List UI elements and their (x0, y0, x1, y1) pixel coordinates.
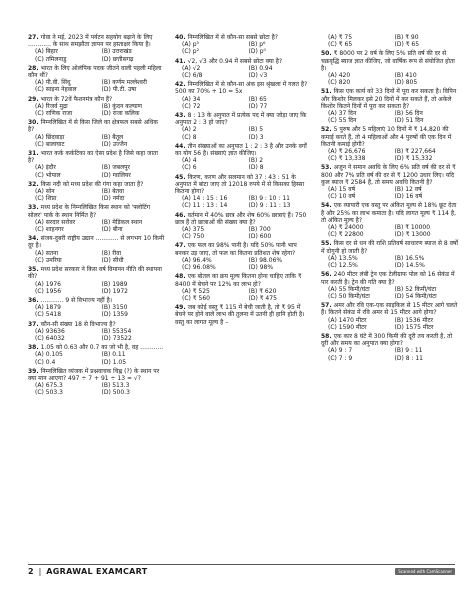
answer-option: (D) 1575 मीटर (394, 323, 434, 331)
question-number: 54. (321, 202, 332, 210)
answer-option: (A) 96.4% (182, 256, 212, 264)
answer-option: (D) नर्मदा (101, 195, 125, 203)
question-number: 35. (28, 266, 39, 274)
question-block (321, 88, 458, 124)
question-block (28, 321, 165, 343)
answer-option: (B) ₹ 620 (248, 287, 277, 295)
answer-options (321, 186, 458, 200)
question-text (175, 81, 312, 95)
answer-option: (C) 6 (182, 164, 197, 172)
question-block (321, 50, 458, 86)
answer-options (175, 257, 312, 271)
answer-option: (C) बालाघाट (35, 140, 65, 148)
answer-option: (D) 73522 (101, 334, 132, 342)
answer-option: (C) 1956 (35, 287, 62, 295)
answer-option: (A) 9 : 7 (328, 347, 353, 355)
question-block (175, 273, 312, 302)
answer-option: (A) 55 किमी/घंटा (328, 285, 370, 293)
answer-option: (A) 1470 मीटर (328, 316, 367, 324)
question-number: 51. (321, 88, 332, 96)
answer-option: (D) पी.टी. उषा (101, 86, 137, 94)
answer-options (28, 304, 165, 318)
answer-option: (D) छत्तीसगढ़ (101, 55, 134, 63)
question-stem: एक कार 8 घंटे में 300 किमी की दूरी तय करती है, तो दूरी और समय का अनुपात क्या होगा? (321, 332, 453, 348)
question-text (175, 143, 312, 157)
question-text (321, 202, 458, 224)
question-stem: मध्य प्रदेश सरकार ने किस वर्ष विमानन नीति की स्थापना की? (28, 266, 162, 281)
question-number: 49. (175, 304, 186, 312)
answer-options (175, 65, 312, 79)
answer-option: (A) 2 (182, 126, 197, 134)
answer-option: (D) राजा कलिक (101, 110, 140, 118)
answer-option: (D) 9 : 11 : 13 (248, 202, 291, 210)
answer-option: (B) कुंदन कल्याण (101, 102, 142, 110)
answer-option: (C) 12.5% (328, 262, 358, 270)
answer-option: (C) 1590 मीटर (328, 323, 367, 331)
answer-options (175, 157, 312, 171)
publisher-brand: AGRAWAL EXAMCART (46, 566, 148, 576)
answer-option: (B) 56 दिन (394, 110, 423, 118)
column-left (28, 34, 165, 399)
question-stem: ............ 9 से विभाज्य नहीं है। (40, 296, 113, 304)
answer-option: (B) 2 (248, 157, 264, 165)
question-text (175, 212, 312, 226)
answer-option: (D) 1972 (101, 287, 128, 295)
question-text (321, 271, 458, 285)
answer-option: (D) ग्वालियर (101, 171, 131, 179)
answer-option: (C) राणिक राजा (35, 110, 73, 118)
question-text (321, 164, 458, 186)
question-stem: जब कोई वस्तु ₹ 115 में बेची जाती है, तो ₹ 95 में बेचने पर होने वाले लाभ की तुलना में उतनी ही हानि होती है। वस्तु का लागत मूल्य है – (175, 304, 305, 326)
page-number: 2 (28, 566, 34, 576)
question-stem: 5 पुरुष और 5 महिलाएं 10 दिनों में ₹ 14,820 की कमाई करते हैं, तो 4 महिलाओं और 4 पुरुषों की एक दिन में कितनी कमाई होगी? (321, 126, 452, 148)
question-block (175, 212, 312, 241)
answer-option: (D) सीधी (101, 256, 124, 264)
question-stem: एक फल का 98% पानी है। यदि 50% पानी भाप बनकर उड़ जाए, तो फल का कितना प्रतिशत शेष रहेगा? (175, 242, 297, 257)
answer-option: (A) √2 (182, 64, 201, 72)
question-number: 43. (175, 112, 186, 120)
question-block (321, 34, 458, 48)
answer-option: (B) 410 (394, 72, 417, 80)
answer-option: (C) 50 किमी/घंटा (328, 292, 370, 300)
answer-option: (B) 1989 (101, 280, 128, 288)
answer-option: (D) ₹ 13000 (394, 231, 431, 239)
answer-options (28, 382, 165, 396)
question-block (321, 333, 458, 362)
answer-option: (B) 3150 (101, 304, 128, 312)
question-number: 46. (175, 211, 186, 219)
answer-option: (B) जबलपुर (101, 164, 131, 172)
question-stem: किस एक कार्य को 33 दिनों में पूरा कर सकता है। विपिन और किशोर मिलकर इसे 20 दिनों में कर सकते हैं, तो अकेले किशोर कितने दिनों में पूरा कर सकता है? (321, 88, 457, 110)
answer-option: (A) सोन (35, 188, 55, 196)
answer-option: (B) 16.5% (394, 254, 425, 262)
question-block (28, 344, 165, 366)
question-block (28, 297, 165, 319)
question-number: 57. (321, 302, 332, 310)
answer-option: (A) 14 : 15 : 16 (182, 195, 228, 203)
answer-option: (D) 54 किमी/घंटा (394, 292, 437, 300)
question-number: 37. (28, 320, 39, 328)
question-block (321, 240, 458, 269)
question-number: 30. (28, 119, 39, 127)
answer-options (321, 286, 458, 300)
answer-option: (B) कर्णम मल्लेश्वरी (101, 79, 147, 87)
answer-option: (C) शाहनगर (35, 226, 64, 234)
question-stem: ₹ 8000 पर 2 वर्ष के लिए 5% प्रति वर्ष की दर से चक्रवृद्धि ब्याज ज्ञात कीजिए, जो वार्षिक रूप से संयोजित होता है। (321, 50, 455, 72)
answer-option: (C) 5418 (35, 311, 62, 319)
question-block (321, 302, 458, 331)
answer-options (28, 134, 165, 148)
question-text (28, 181, 165, 188)
question-text (28, 266, 165, 280)
question-block (175, 304, 312, 326)
answer-option: (B) 9 : 10 : 11 (248, 195, 290, 203)
answer-option: (A) ₹ 525 (182, 287, 210, 295)
answer-options (175, 41, 312, 55)
question-text (175, 273, 312, 287)
answer-options (321, 224, 458, 238)
question-stem: एक बोतल का क्रय मूल्य कितना होना चाहिए ताकि ₹ 8400 में बेचने पर 12% का लाभ हो? (175, 273, 302, 288)
question-text (28, 368, 165, 382)
question-block (28, 119, 165, 148)
answer-option: (A) छिंदवाड़ा (35, 133, 65, 141)
question-stem: किस दर से धन की राशि प्रतिवर्ष साधारण ब्याज से 8 वर्षों में दोगुनी हो जाती है? (321, 240, 458, 255)
question-block (28, 368, 165, 397)
answer-option: (C) भोपाल (35, 171, 61, 179)
answer-option: (A) 1879 (35, 304, 61, 312)
answer-option: (C) साइना नेहवाल (35, 86, 77, 94)
question-stem: किस नदी को मध्य प्रदेश की गंगा कहा जाता है? (40, 180, 144, 188)
question-number: 41. (175, 57, 186, 65)
answer-option: (D) 14.5% (394, 262, 425, 270)
answer-option: (B) 1536 मीटर (394, 316, 434, 324)
answer-options (28, 164, 165, 178)
answer-option: (D) 8 : 11 (394, 354, 423, 362)
question-number: 31. (28, 150, 39, 158)
answer-option: (D) 16 वर्ष (394, 193, 423, 201)
answer-option: (C) 72 (182, 102, 201, 110)
question-stem: निम्नलिखित में से कौन-सा सबसे छोटा है? (187, 34, 278, 41)
question-number: 34. (28, 235, 39, 243)
column-middle (175, 34, 312, 328)
answer-option: (B) ₹ 227,664 (394, 148, 436, 156)
answer-option: (C) तमिलनाडु (35, 55, 67, 63)
question-text (175, 174, 312, 196)
footer-separator: | (38, 566, 42, 576)
question-block (321, 126, 458, 162)
answer-option: (D) ₹ 15,332 (394, 155, 433, 163)
answer-option: (A) 375 (182, 226, 205, 234)
answer-options (175, 126, 312, 140)
answer-option: (C) 8 (182, 133, 197, 141)
question-number: 45. (175, 173, 186, 181)
question-stem: 240 मीटर लंबी ट्रेन एक टेलीग्राफ पोल को 16 सेकंड में पार करती है। ट्रेन की गति क्या है? (321, 271, 455, 286)
question-number: 53. (321, 164, 332, 172)
question-text (28, 204, 165, 218)
answer-option: (C) 7 : 9 (328, 354, 353, 362)
question-block (321, 164, 458, 200)
question-stem: अमर और रवि एक-एक साइकिल से 15 मीटर आगे चलते हैं। कितने सेकंड में रवि अमर से 15 मीटर आगे होगा? (321, 302, 458, 317)
answer-options (321, 317, 458, 331)
question-text (321, 50, 458, 72)
question-text (321, 240, 458, 254)
question-block (321, 202, 458, 238)
answer-option: (A) p³ (182, 41, 199, 49)
answer-option: (B) 55354 (101, 327, 132, 335)
question-text (321, 302, 458, 316)
answer-options (175, 226, 312, 240)
answer-option: (B) 52 किमी/घंटा (394, 285, 437, 293)
answer-option: (C) p² (182, 48, 199, 56)
answer-option: (B) मेडिकल स्थान (101, 218, 143, 226)
question-block (28, 65, 165, 94)
answer-options (321, 255, 458, 269)
answer-option: (D) उज्जैन (101, 140, 128, 148)
question-block (175, 81, 312, 110)
answer-option: (C) 503.3 (35, 389, 63, 397)
question-number: 27. (28, 34, 39, 41)
answer-options (321, 148, 458, 162)
question-text (321, 126, 458, 148)
question-text (28, 119, 165, 133)
question-block (28, 181, 165, 203)
question-stem: भारत कर्क कर्कटिका का ऐसा प्रदेश है जिसे कहा जाता है? (28, 150, 158, 165)
answer-option: (C) 96.08% (182, 264, 216, 272)
question-number: 58. (321, 332, 332, 340)
question-stem: निम्नलिखित में से कौन-सा अंक इस श्रृंखला में गलत है? 500 का 70% + 10 = 5x (175, 81, 308, 96)
answer-option: (A) ₹ 24000 (328, 224, 364, 232)
answer-option: (D) 8 (248, 164, 264, 172)
question-number: 48. (175, 273, 186, 281)
answer-options (175, 288, 312, 302)
answer-option: (C) 6/8 (182, 72, 203, 80)
question-stem: निम्नलिखित व्यंजक में प्रश्नवाचक चिह्न (?) के स्थान पर क्या मान आएगा? 497 ÷ 7 + 91 ÷ 13 = √? (28, 367, 160, 382)
page-footer (28, 564, 455, 577)
question-number: 38. (28, 344, 39, 352)
answer-option: (D) 51 दिन (394, 117, 424, 125)
answer-options (28, 79, 165, 93)
question-block (175, 242, 312, 271)
answer-option: (A) सरदार सरोवर (35, 218, 76, 226)
answer-option: (C) 820 (328, 79, 351, 87)
question-stem: गोवा ने मई, 2023 में पर्यटन सहयोग बढ़ाने के लिए ............ के साथ समझौता ज्ञापन पर हस्ताक्षर किया है। (28, 34, 153, 49)
question-text (28, 344, 165, 351)
question-stem: संजय-दुबरी राष्ट्रीय उद्यान ............ से लगभग 10 किमी दूर है। (28, 235, 165, 250)
answer-option: (D) ₹ 65 (394, 41, 420, 49)
answer-options (28, 351, 165, 365)
answer-option: (D) p⁰ (248, 48, 266, 56)
question-number: 36. (28, 296, 39, 304)
question-stem: एक व्यापारी एक वस्तु पर अंकित मूल्य से 18% छूट देता है और 25% का लाभ कमाता है। यदि लागत मूल्य ₹ 114 है, तो अंकित मूल्य है? (321, 202, 457, 224)
answer-option: (A) ₹ 75 (328, 34, 353, 41)
answer-option: (C) ₹ 65 (328, 41, 353, 49)
question-number: 42. (175, 81, 186, 89)
answer-option: (B) बैतूल (101, 133, 124, 141)
answer-option: (D) 98% (248, 264, 274, 272)
answer-option: (C) 750 (182, 233, 205, 241)
question-block (28, 266, 165, 295)
question-text (28, 235, 165, 249)
answer-options (28, 250, 165, 264)
question-number: 55. (321, 240, 332, 248)
question-stem: वर्तमान में 40% छात्र और शेष 60% छात्राएं हैं। 750 छात्र हैं तो छात्राओं की संख्या क्या है? (175, 211, 307, 226)
answer-option: (A) 93636 (35, 327, 65, 335)
question-stem: निम्नलिखित में से किस जिले का क्षेत्रफल सबसे अधिक है? (28, 119, 159, 134)
question-text (321, 333, 458, 347)
answer-option: (C) ₹ 13,338 (328, 155, 366, 163)
question-text (175, 304, 312, 326)
question-number: 28. (28, 64, 39, 72)
answer-option: (A) पी.वी. सिंधु (35, 79, 71, 87)
answer-option: (B) ₹ 90 (394, 34, 419, 41)
answer-option: (B) ₹ 10000 (394, 224, 431, 232)
question-stem: भारत के लिए ओलंपिक पदक जीतने वाली पहली महिला कौन थीं? (28, 64, 162, 80)
question-block (175, 174, 312, 210)
scanner-badge: Scanned with CamScanner (395, 568, 455, 575)
answer-option: (D) 3 (248, 133, 264, 141)
question-stem: √2, √3 और 0.94 में सबसे छोटा क्या है? (187, 57, 283, 65)
answer-options (321, 347, 458, 361)
answer-option: (D) ₹ 475 (248, 294, 277, 302)
question-block (175, 143, 312, 172)
column-right (321, 34, 458, 364)
answer-option: (D) 77 (248, 102, 268, 110)
answer-option: (A) इंदौर (35, 164, 56, 172)
answer-option: (C) ₹ 560 (182, 294, 210, 302)
answer-option: (A) सतना (35, 249, 59, 257)
answer-option: (C) 64032 (35, 334, 65, 342)
answer-option: (A) 0.105 (35, 351, 63, 359)
answer-options (321, 72, 458, 86)
answer-option: (C) 55 दिन (328, 117, 357, 125)
answer-option: (A) 1976 (35, 280, 61, 288)
question-text (321, 88, 458, 110)
question-block (28, 235, 165, 264)
question-text (28, 321, 165, 328)
answer-options (321, 110, 458, 124)
answer-option: (C) शिप्रा (35, 195, 57, 203)
answer-option: (A) 13.5% (328, 254, 358, 262)
question-stem: 1.05 को 0.63 और 0.7 का जो भी है, वह ............ (40, 344, 164, 352)
question-stem: 8 : 13 के अनुपात में प्रत्येक पद में क्या जोड़ा जाए कि अनुपात 2 : 3 हो जाए? (175, 112, 307, 127)
question-number: 40. (175, 34, 186, 41)
question-text (28, 297, 165, 304)
question-text (28, 96, 165, 103)
question-stem: कौन-सी संख्या 18 से विभाज्य है? (40, 320, 116, 328)
question-block (28, 96, 165, 118)
question-block (175, 112, 312, 141)
question-stem: तीन संख्याओं का अनुपात 1 : 2 : 3 है और उनके वर्गों का योग 56 है। संख्याएं ज्ञात कीजिए। (175, 142, 307, 158)
answer-options (28, 188, 165, 202)
question-text (28, 65, 165, 79)
answer-option: (B) 5 (248, 126, 264, 134)
question-text (175, 242, 312, 256)
answer-option: (C) 0.4 (35, 358, 56, 366)
answer-options (321, 34, 458, 48)
answer-option: (A) 420 (328, 72, 351, 80)
answer-option: (A) 37 दिन (328, 110, 357, 118)
question-text (175, 112, 312, 126)
answer-option: (B) 513.3 (101, 382, 130, 390)
answer-option: (A) ₹ 26,676 (328, 148, 366, 156)
question-block (28, 34, 165, 63)
answer-options (28, 328, 165, 342)
answer-option: (D) 1.05 (101, 358, 127, 366)
question-text (28, 150, 165, 164)
answer-option: (C) 11 : 13 : 14 (182, 202, 228, 210)
answer-option: (A) रिजर्व मुद्रा (35, 102, 68, 110)
question-text (175, 58, 312, 65)
question-number: 32. (28, 180, 39, 188)
question-number: 47. (175, 242, 186, 250)
question-stem: मध्य प्रदेश के निम्नलिखित किस स्थान को 'फ्लोटिंग सोलर' पार्क के स्थान निर्मित है? (28, 204, 151, 219)
question-number: 52. (321, 126, 332, 134)
answer-options (175, 195, 312, 209)
question-number: 50. (321, 50, 332, 58)
answer-option: (C) 10 वर्ष (328, 193, 356, 201)
answer-option: (B) 98.06% (248, 256, 283, 264)
question-number: 56. (321, 271, 332, 279)
question-number: 29. (28, 95, 39, 103)
answer-option: (C) उमरिया (35, 256, 62, 264)
answer-option: (D) 500.3 (101, 389, 130, 397)
answer-option: (B) p⁶ (248, 41, 266, 49)
answer-option: (B) 12 वर्ष (394, 186, 422, 194)
answer-option: (D) 1359 (101, 311, 128, 319)
answer-options (28, 48, 165, 62)
question-number: 33. (28, 204, 39, 212)
answer-option: (D) 805 (394, 79, 418, 87)
answer-options (28, 103, 165, 117)
question-block (28, 204, 165, 233)
question-stem: भारत के 72वें फैशनमंत्र कौन हैं? (40, 95, 113, 103)
answer-option: (B) 0.94 (248, 64, 273, 72)
question-number: 44. (175, 142, 186, 150)
answer-option: (B) रीवा (101, 249, 122, 257)
answer-option: (A) 675.3 (35, 382, 63, 390)
answer-options (175, 96, 312, 110)
question-block (28, 150, 165, 179)
question-text (175, 34, 312, 41)
question-block (321, 271, 458, 300)
question-block (175, 58, 312, 80)
answer-option: (A) 4 (182, 157, 197, 165)
answer-option: (B) उत्तराखंड (101, 48, 132, 56)
answer-option: (B) 0.11 (101, 351, 126, 359)
question-stem: किरण, करण और सलमान को 37 : 43 : 51 के अनुपात में बांटा जाए तो 12018 रुपये में से किसका हिस्सा कितना होगा? (175, 173, 305, 196)
answer-option: (B) 700 (248, 226, 271, 234)
question-block (175, 34, 312, 56)
answer-option: (C) ₹ 22800 (328, 231, 364, 239)
answer-option: (A) 34 (182, 95, 201, 103)
answer-option: (D) √3 (248, 72, 268, 80)
question-stem: अजुन ने समान अवधि के लिए 6% प्रति वर्ष की दर से ₹ 800 और 7% प्रति वर्ष की दर से ₹ 1200 उधार लिए। यदि कुल ब्याज ₹ 2584 है, तो समय अवधि कितनी है? (321, 164, 456, 186)
answer-option: (B) 65 (248, 95, 267, 103)
answer-option: (D) बीना (101, 226, 123, 234)
answer-option: (A) बिहार (35, 48, 58, 56)
answer-options (28, 219, 165, 233)
question-number: 39. (28, 367, 39, 375)
question-text (28, 34, 165, 48)
answer-option: (B) 9 : 11 (394, 347, 423, 355)
answer-option: (A) 15 वर्ष (328, 186, 356, 194)
answer-option: (B) बेतवा (101, 188, 124, 196)
answer-options (28, 281, 165, 295)
answer-option: (D) 600 (248, 233, 272, 241)
